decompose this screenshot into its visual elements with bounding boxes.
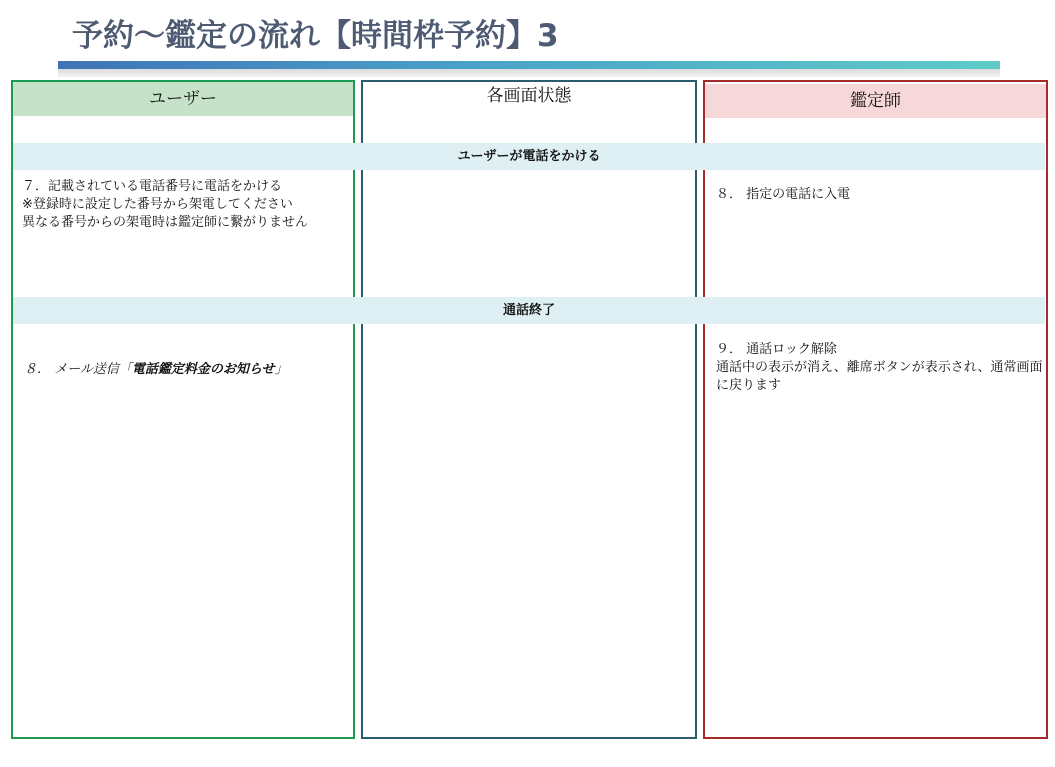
reader-step-9 bbox=[716, 341, 1046, 395]
screen-state-column-header: 各画面状態 bbox=[363, 82, 695, 116]
page-title: 予約～鑑定の流れ【時間枠予約】3 bbox=[72, 18, 559, 54]
user-step-8-prefix: ８． メール送信「 bbox=[24, 362, 132, 377]
user-step-7 bbox=[22, 178, 308, 232]
phase-band-call-end: 通話終了 bbox=[13, 297, 1045, 324]
phase-band-call: ユーザーが電話をかける bbox=[13, 143, 1045, 170]
screen-state-column bbox=[361, 80, 697, 739]
user-step-8-mail-subject: 電話鑑定料金のお知らせ bbox=[131, 362, 275, 377]
user-step-8-suffix: 」 bbox=[274, 362, 288, 377]
user-step-7-line: ７．記載されている電話番号に電話をかける bbox=[22, 179, 283, 194]
user-column-header: ユーザー bbox=[13, 82, 353, 116]
user-step-7-note: ※登録時に設定した番号から架電してください bbox=[22, 197, 293, 212]
title-underline-shadow bbox=[58, 69, 1000, 77]
reader-step-9-line: ９． 通話ロック解除 bbox=[716, 342, 837, 357]
reader-step-8: ８． 指定の電話に入電 bbox=[716, 187, 851, 202]
reader-step-9-detail: 通話中の表示が消え、離席ボタンが表示され、通常画面に戻ります bbox=[716, 360, 1043, 393]
user-step-8 bbox=[24, 361, 288, 379]
reader-column bbox=[703, 80, 1048, 739]
title-underline-bar bbox=[58, 61, 1000, 69]
reader-column-header: 鑑定師 bbox=[705, 84, 1046, 118]
user-step-7-note: 異なる番号からの架電時は鑑定師に繋がりません bbox=[22, 215, 309, 230]
